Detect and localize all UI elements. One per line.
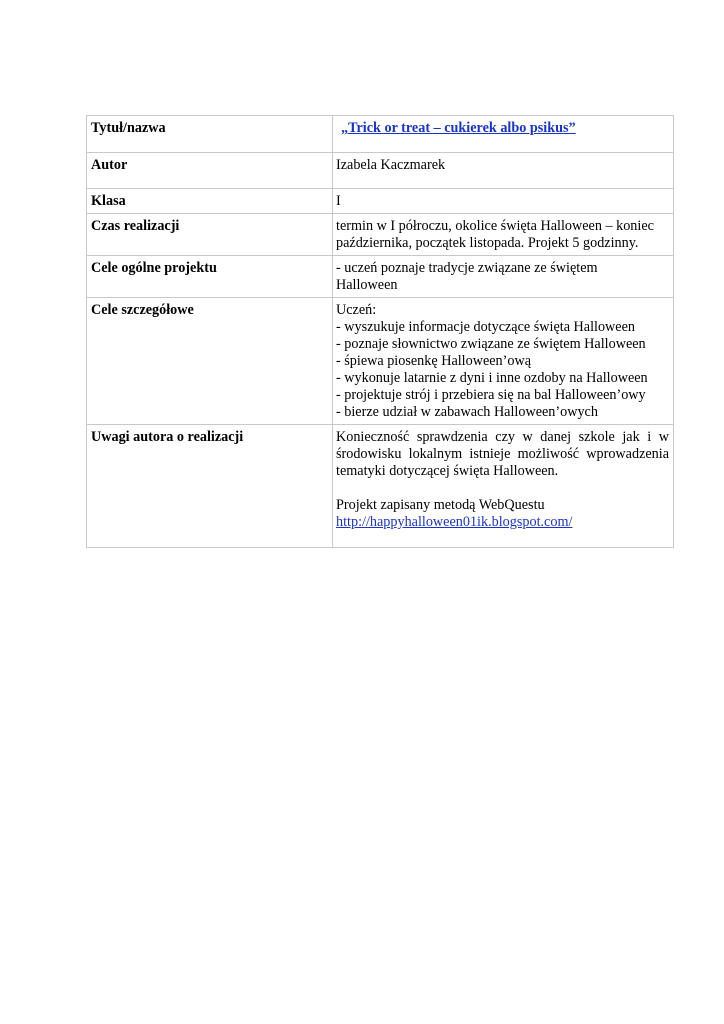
text-line: - uczeń poznaje tradycje związane ze świętem — [336, 260, 598, 276]
row-value-class: I — [333, 189, 674, 214]
text-line: Halloween — [336, 277, 398, 293]
table-row — [87, 116, 674, 153]
list-item: - śpiewa piosenkę Halloween’ową — [336, 353, 532, 369]
text-line: termin w I półroczu, okolice święta Halloween – koniec — [336, 218, 654, 234]
row-label-time: Czas realizacji — [87, 214, 333, 256]
row-label-author-notes: Uwagi autora o realizacji — [87, 425, 333, 548]
notes-paragraph: Konieczność sprawdzenia czy w danej szkole jak i w środowisku lokalnym istnieje możliwość wprowadzenia tematyki dotyczącej święta Halloween. — [336, 429, 669, 479]
table-row — [87, 153, 674, 189]
row-value-time — [333, 214, 674, 256]
row-label-class: Klasa — [87, 189, 333, 214]
list-item: - bierze udział w zabawach Halloween’owych — [336, 404, 598, 420]
text-line: Uczeń: — [336, 302, 377, 318]
row-label-title: Tytuł/nazwa — [87, 116, 333, 153]
row-label-general-goals: Cele ogólne projektu — [87, 256, 333, 298]
method-text: Projekt zapisany metodą WebQuestu — [336, 497, 545, 513]
row-label-detailed-goals: Cele szczegółowe — [87, 298, 333, 425]
project-title-link[interactable]: „Trick or treat – cukierek albo psikus” — [341, 120, 576, 136]
table-row — [87, 298, 674, 425]
row-value-general-goals — [333, 256, 674, 298]
text-line: października, początek listopada. Projekt 5 godzinny. — [336, 235, 639, 251]
table-row — [87, 256, 674, 298]
row-value-author-notes — [333, 425, 674, 548]
table-row — [87, 189, 674, 214]
paragraph-spacer — [336, 480, 669, 497]
list-item: - poznaje słownictwo związane ze świętem Halloween — [336, 336, 646, 352]
row-value-author: Izabela Kaczmarek — [333, 153, 674, 189]
row-value-title — [333, 116, 674, 153]
blog-url-link[interactable]: http://happyhalloween01ik.blogspot.com/ — [336, 514, 573, 530]
list-item: - wykonuje latarnie z dyni i inne ozdoby na Halloween — [336, 370, 648, 386]
list-item: - projektuje strój i przebiera się na bal Halloween’owy — [336, 387, 646, 403]
table-row — [87, 425, 674, 548]
project-info-table — [86, 115, 674, 548]
list-item: - wyszukuje informacje dotyczące święta Halloween — [336, 319, 635, 335]
row-label-author: Autor — [87, 153, 333, 189]
row-value-detailed-goals — [333, 298, 674, 425]
table-row — [87, 214, 674, 256]
